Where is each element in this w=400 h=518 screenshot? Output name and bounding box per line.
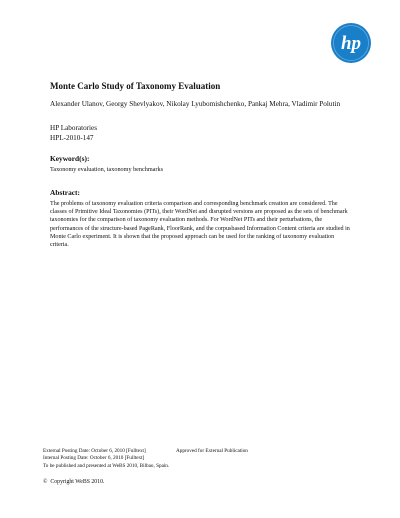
document-title: Monte Carlo Study of Taxonomy Evaluation xyxy=(50,81,221,91)
copyright-notice xyxy=(43,479,104,485)
keywords-text: Taxonomy evaluation, taxonomy benchmarks xyxy=(50,166,163,173)
hp-logo-icon xyxy=(330,22,372,64)
report-number: HPL-2010-147 xyxy=(50,133,94,142)
organization-name: HP Laboratories xyxy=(50,124,98,132)
keywords-heading: Keyword(s): xyxy=(50,154,90,163)
author-list: Alexander Ulanov, Georgy Shevlyakov, Nikolay Lyubomishchenko, Pankaj Mehra, Vladimir Polutin xyxy=(50,100,341,108)
publication-note: To be published and presented at WeBS 2010, Bilbao, Spain. xyxy=(43,462,170,469)
posting-info xyxy=(43,448,248,470)
internal-posting-date: Internal Posting Date: October 6, 2010 [Fulltext] xyxy=(43,455,145,462)
copyright-text: Copyright WeBS 2010. xyxy=(50,479,105,485)
abstract-text: The problems of taxonomy evaluation criteria comparison and corresponding benchmark creation are considered. The classes of Primitive Ideal Taxonomies (PITs), their WordNet and disrupted versions are proposed as the sets of benchmark taxonomies for the comparison of taxonomy evaluation methods. For WordNet PITs and their perturbations, the performances of the structure-based PageRank, FloorRank, and the corpusbased Information Content criteria are studied in Monte Carlo experiment. It is shown that the proposed approach can be used for the ranking of taxonomy evaluation criteria. xyxy=(50,201,350,249)
copyright-symbol: © xyxy=(43,479,48,485)
external-posting-date: External Posting Date: October 6, 2010 [Fulltext] xyxy=(43,448,146,454)
hp-logo-text: hp xyxy=(340,33,362,54)
organization-block xyxy=(50,124,97,143)
approval-status: Approved for External Publication xyxy=(176,448,248,454)
hp-logo xyxy=(330,22,372,64)
abstract-heading: Abstract: xyxy=(50,188,80,197)
